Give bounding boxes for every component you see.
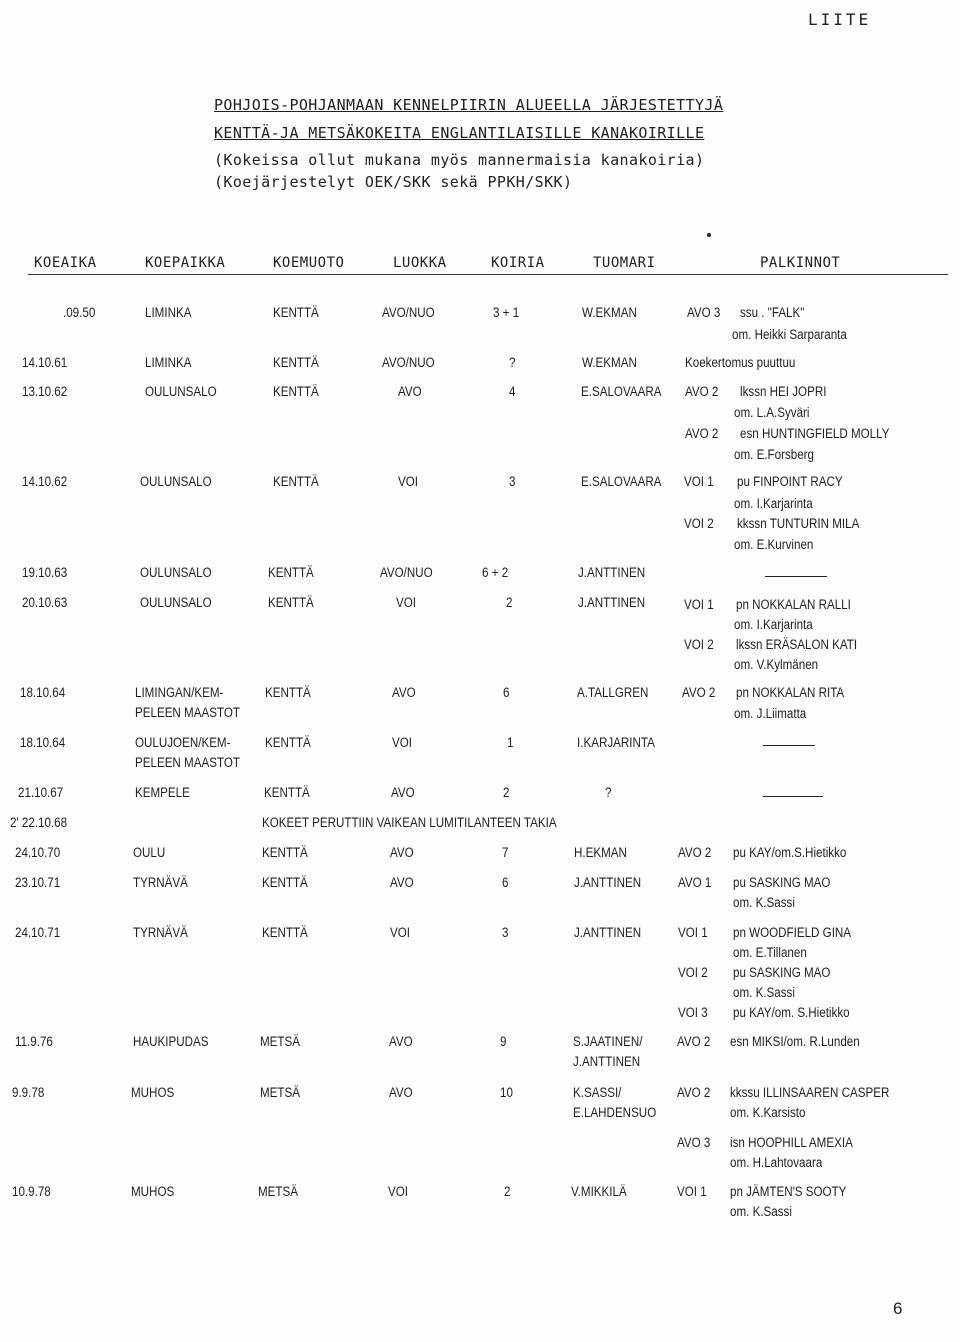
header-luokka: LUOKKA — [393, 255, 447, 271]
cell-judge: ? — [605, 785, 612, 800]
cell-prize-dog: pu FINPOINT RACY — [737, 474, 843, 489]
cell-date: 24.10.71 — [15, 925, 61, 940]
cell-prize-class: AVO 1 — [678, 875, 712, 890]
cell-form: KENTTÄ — [264, 785, 310, 800]
cell-prize-dog: kkssn TUNTURIN MILA — [737, 516, 860, 531]
cell-date: 9.9.78 — [12, 1085, 45, 1100]
cell-prize-class: AVO 3 — [687, 305, 721, 320]
title-line-4: (Koejärjestelyt OEK/SKK sekä PPKH/SKK) — [214, 173, 573, 191]
cell-dogs: 2 — [503, 785, 510, 800]
cell-form: KENTTÄ — [262, 845, 308, 860]
cell-place: LIMINGAN/KEM- — [135, 685, 224, 700]
cell-prize-dog: pn NOKKALAN RALLI — [736, 597, 851, 612]
cell-place: MUHOS — [131, 1085, 175, 1100]
cell-prize-owner: om. H.Lahtovaara — [730, 1155, 823, 1170]
cell-date: 10.9.78 — [12, 1184, 51, 1199]
no-prize-dash — [763, 745, 815, 746]
cell-class: VOI — [390, 925, 411, 940]
ink-dot — [707, 233, 711, 237]
cell-date: 14.10.62 — [22, 474, 68, 489]
cell-prize-class: AVO 2 — [682, 685, 716, 700]
cell-prize-owner: om. E.Kurvinen — [734, 537, 814, 552]
cell-dogs: 9 — [500, 1034, 507, 1049]
cell-dogs: 6 — [502, 875, 509, 890]
cell-place: OULUJOEN/KEM- — [135, 735, 231, 750]
header-rule — [28, 274, 948, 275]
cell-date: 11.9.76 — [15, 1034, 53, 1049]
cell-dogs: 7 — [502, 845, 509, 860]
header-tuomari: TUOMARI — [593, 255, 656, 271]
cell-prize-class: AVO 2 — [677, 1034, 711, 1049]
cell-prize-owner: om. L.A.Syväri — [734, 405, 810, 420]
cell-prize-owner: om. E.Forsberg — [734, 447, 815, 462]
cell-judge-line2: E.LAHDENSUO — [573, 1105, 657, 1120]
cell-prize-class: VOI 2 — [684, 516, 714, 531]
cell-judge: K.SASSI/ — [573, 1085, 622, 1100]
cell-judge: J.ANTTINEN — [574, 875, 642, 890]
cell-prize-dog: ssu . "FALK" — [740, 305, 805, 320]
no-prize-dash — [763, 796, 823, 797]
cell-place: HAUKIPUDAS — [133, 1034, 209, 1049]
cell-note: Koekertomus puuttuu — [685, 355, 796, 370]
cell-judge: J.ANTTINEN — [578, 565, 646, 580]
cell-date: 19.10.63 — [22, 565, 68, 580]
cell-judge-line2: J.ANTTINEN — [573, 1054, 641, 1069]
cell-judge: A.TALLGREN — [577, 685, 649, 700]
cell-prize-owner: om. J.Liimatta — [734, 706, 807, 721]
cell-dogs: 3 — [509, 474, 516, 489]
cell-date: 2' 22.10.68 — [10, 815, 68, 830]
title-line-3: (Kokeissa ollut mukana myös mannermaisia kanakoiria) — [214, 151, 705, 169]
cell-prize-dog: pu KAY/om. S.Hietikko — [733, 1005, 850, 1020]
cell-form: KENTTÄ — [273, 384, 319, 399]
cell-prize-dog: esn HUNTINGFIELD MOLLY — [740, 426, 890, 441]
cell-class: AVO — [398, 384, 422, 399]
cell-date: 18.10.64 — [20, 735, 66, 750]
header-palkinnot: PALKINNOT — [760, 255, 841, 271]
liite-label: LIITE — [808, 10, 872, 29]
cell-place: TYRNÄVÄ — [133, 925, 188, 940]
cell-prize-owner: om. Heikki Sarparanta — [732, 327, 847, 342]
cell-prize-dog: pn WOODFIELD GINA — [733, 925, 852, 940]
cell-class: VOI — [388, 1184, 409, 1199]
cell-judge: V.MIKKILÄ — [571, 1184, 627, 1199]
cell-dogs: 1 — [507, 735, 514, 750]
cell-class: AVO/NUO — [382, 305, 435, 320]
cell-judge: E.SALOVAARA — [581, 384, 662, 399]
cell-place: OULUNSALO — [145, 384, 217, 399]
cell-class: VOI — [392, 735, 413, 750]
cell-form: KENTTÄ — [262, 875, 308, 890]
cell-place: OULUNSALO — [140, 474, 212, 489]
cell-prize-class: AVO 2 — [685, 384, 719, 399]
cell-place-line2: PELEEN MAASTOT — [135, 705, 240, 720]
cell-form: KENTTÄ — [268, 565, 314, 580]
cell-form: KENTTÄ — [273, 305, 319, 320]
cell-form: KENTTÄ — [262, 925, 308, 940]
cell-dogs: ? — [509, 355, 516, 370]
cell-prize-dog: lkssn HEI JOPRI — [740, 384, 827, 399]
cell-judge: J.ANTTINEN — [578, 595, 646, 610]
cell-prize-dog: isn HOOPHILL AMEXIA — [730, 1135, 853, 1150]
cell-form: KENTTÄ — [273, 474, 319, 489]
title-line-2: KENTTÄ-JA METSÄKOKEITA ENGLANTILAISILLE KANAKOIRILLE — [214, 124, 705, 142]
cell-judge: I.KARJARINTA — [577, 735, 655, 750]
cell-prize-class: VOI 1 — [684, 597, 714, 612]
cell-class: AVO — [389, 1034, 413, 1049]
cell-prize-class: AVO 2 — [685, 426, 719, 441]
cell-form: METSÄ — [258, 1184, 299, 1199]
cell-judge: W.EKMAN — [582, 355, 637, 370]
cell-judge: E.SALOVAARA — [581, 474, 662, 489]
page-number: 6 — [893, 1299, 903, 1318]
cell-date: 21.10.67 — [18, 785, 64, 800]
cell-form: KENTTÄ — [265, 685, 311, 700]
cell-prize-class: AVO 3 — [677, 1135, 711, 1150]
cell-prize-class: VOI 1 — [678, 925, 708, 940]
cell-class: AVO — [390, 845, 414, 860]
cell-form: METSÄ — [260, 1034, 301, 1049]
cell-date: .09.50 — [63, 305, 96, 320]
cell-date: 14.10.61 — [22, 355, 68, 370]
cell-form: METSÄ — [260, 1085, 301, 1100]
cell-date: 18.10.64 — [20, 685, 66, 700]
cell-date: 23.10.71 — [15, 875, 61, 890]
cell-note: KOKEET PERUTTIIN VAIKEAN LUMITILANTEEN TAKIA — [262, 815, 557, 830]
cell-dogs: 4 — [509, 384, 516, 399]
cell-place: OULUNSALO — [140, 565, 212, 580]
cell-prize-owner: om. K.Karsisto — [730, 1105, 806, 1120]
title-line-1: POHJOIS-POHJANMAAN KENNELPIIRIN ALUEELLA JÄRJESTETTYJÄ — [214, 96, 724, 114]
cell-class: VOI — [398, 474, 419, 489]
cell-judge: H.EKMAN — [574, 845, 627, 860]
cell-prize-dog: pu SASKING MAO — [733, 965, 831, 980]
no-prize-dash — [765, 576, 827, 577]
cell-place: MUHOS — [131, 1184, 175, 1199]
cell-dogs: 10 — [500, 1085, 513, 1100]
cell-dogs: 6 — [503, 685, 510, 700]
cell-date: 24.10.70 — [15, 845, 61, 860]
cell-class: VOI — [396, 595, 417, 610]
cell-place: OULU — [133, 845, 166, 860]
cell-class: AVO — [390, 875, 414, 890]
cell-place: LIMINKA — [145, 355, 192, 370]
cell-prize-class: VOI 2 — [678, 965, 708, 980]
cell-prize-dog: esn MIKSI/om. R.Lunden — [730, 1034, 860, 1049]
cell-place: TYRNÄVÄ — [133, 875, 188, 890]
cell-class: AVO — [389, 1085, 413, 1100]
cell-dogs: 2 — [504, 1184, 511, 1199]
cell-prize-class: AVO 2 — [678, 845, 712, 860]
header-koepaikka: KOEPAIKKA — [145, 255, 226, 271]
cell-prize-class: VOI 1 — [677, 1184, 707, 1199]
cell-prize-class: VOI 1 — [684, 474, 714, 489]
cell-prize-dog: lkssn ERÄSALON KATI — [736, 637, 858, 652]
cell-class: AVO/NUO — [380, 565, 433, 580]
cell-place-line2: PELEEN MAASTOT — [135, 755, 240, 770]
cell-date: 20.10.63 — [22, 595, 68, 610]
cell-form: KENTTÄ — [273, 355, 319, 370]
header-koeaika: KOEAIKA — [34, 255, 97, 271]
cell-prize-dog: pn JÄMTEN'S SOOTY — [730, 1184, 847, 1199]
cell-date: 13.10.62 — [22, 384, 68, 399]
cell-prize-dog: kkssu ILLINSAAREN CASPER — [730, 1085, 890, 1100]
cell-form: KENTTÄ — [265, 735, 311, 750]
cell-dogs: 6 + 2 — [482, 565, 509, 580]
cell-prize-owner: om. I.Karjarinta — [734, 617, 813, 632]
cell-prize-owner: om. K.Sassi — [733, 895, 795, 910]
cell-prize-owner: om. K.Sassi — [730, 1204, 792, 1219]
header-koemuoto: KOEMUOTO — [273, 255, 345, 271]
cell-prize-owner: om. I.Karjarinta — [734, 496, 813, 511]
cell-prize-dog: pu SASKING MAO — [733, 875, 831, 890]
cell-dogs: 2 — [506, 595, 513, 610]
cell-class: AVO/NUO — [382, 355, 435, 370]
cell-dogs: 3 — [502, 925, 509, 940]
cell-judge: W.EKMAN — [582, 305, 637, 320]
cell-dogs: 3 + 1 — [493, 305, 520, 320]
cell-prize-dog: pn NOKKALAN RITA — [736, 685, 845, 700]
cell-class: AVO — [391, 785, 415, 800]
cell-form: KENTTÄ — [268, 595, 314, 610]
header-koiria: KOIRIA — [491, 255, 545, 271]
cell-place: OULUNSALO — [140, 595, 212, 610]
cell-prize-class: AVO 2 — [677, 1085, 711, 1100]
cell-prize-owner: om. K.Sassi — [733, 985, 795, 1000]
cell-place: LIMINKA — [145, 305, 192, 320]
cell-prize-dog: pu KAY/om.S.Hietikko — [733, 845, 847, 860]
cell-prize-owner: om. E.Tillanen — [733, 945, 807, 960]
cell-place: KEMPELE — [135, 785, 190, 800]
cell-prize-class: VOI 2 — [684, 637, 714, 652]
cell-prize-owner: om. V.Kylmänen — [734, 657, 819, 672]
cell-class: AVO — [392, 685, 416, 700]
cell-judge: J.ANTTINEN — [574, 925, 642, 940]
cell-judge: S.JAATINEN/ — [573, 1034, 643, 1049]
cell-prize-class: VOI 3 — [678, 1005, 708, 1020]
